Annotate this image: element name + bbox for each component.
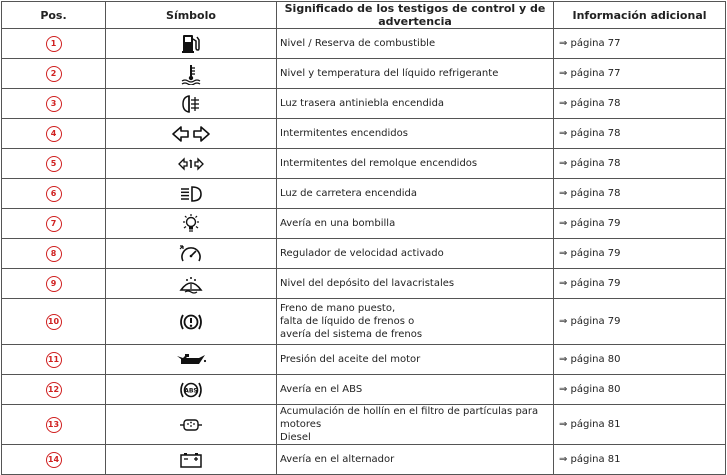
meaning-line: Freno de mano puesto, — [280, 303, 396, 314]
meaning-cell: Nivel / Reserva de combustible — [277, 29, 554, 59]
abs-icon-label: ABS — [184, 387, 198, 394]
table-row — [2, 89, 726, 119]
particulate-filter-icon — [179, 418, 203, 432]
meaning-line: falta de líquido de frenos o — [280, 316, 415, 327]
table-row — [2, 29, 726, 59]
position-number: 6 — [46, 186, 62, 202]
alternator-icon — [179, 451, 203, 469]
meaning-cell: Presión del aceite del motor — [277, 345, 554, 375]
header-info: Información adicional — [554, 2, 726, 29]
table-row — [2, 209, 726, 239]
rear-fog-light-icon — [180, 93, 202, 115]
table-row — [2, 445, 726, 475]
table-row — [2, 405, 726, 445]
meaning-cell: Intermitentes del remolque encendidos — [277, 149, 554, 179]
position-number: 11 — [46, 352, 62, 368]
position-number: 10 — [46, 314, 62, 330]
position-number: 13 — [46, 417, 62, 433]
header-pos: Pos. — [2, 2, 106, 29]
warning-lights-table — [1, 1, 726, 475]
table-row — [2, 149, 726, 179]
position-number: 2 — [46, 66, 62, 82]
info-cell: ⇒ página 79 — [554, 269, 726, 299]
position-number: 1 — [46, 36, 62, 52]
meaning-cell — [277, 405, 554, 445]
table-row — [2, 299, 726, 345]
meaning-cell: Avería en el ABS — [277, 375, 554, 405]
table-row — [2, 345, 726, 375]
info-cell: ⇒ página 81 — [554, 405, 726, 445]
coolant-temperature-icon — [180, 63, 202, 85]
info-cell: ⇒ página 78 — [554, 149, 726, 179]
meaning-line: Diesel — [280, 432, 311, 443]
position-number: 12 — [46, 382, 62, 398]
meaning-cell: Intermitentes encendidos — [277, 119, 554, 149]
trailer-turn-signals-icon — [178, 157, 204, 171]
meaning-cell: Avería en una bombilla — [277, 209, 554, 239]
meaning-cell: Nivel y temperatura del líquido refrigerante — [277, 59, 554, 89]
meaning-cell — [277, 299, 554, 345]
abs-icon — [178, 379, 204, 401]
high-beam-icon — [178, 185, 204, 203]
position-number: 9 — [46, 276, 62, 292]
meaning-cell: Luz trasera antiniebla encendida — [277, 89, 554, 119]
header-symbol: Símbolo — [106, 2, 277, 29]
table-row — [2, 375, 726, 405]
info-cell: ⇒ página 81 — [554, 445, 726, 475]
washer-fluid-icon — [178, 273, 204, 295]
info-cell: ⇒ página 80 — [554, 345, 726, 375]
table-row — [2, 239, 726, 269]
info-cell: ⇒ página 78 — [554, 179, 726, 209]
position-number: 4 — [46, 126, 62, 142]
header-meaning: Significado de los testigos de control y de advertencia — [277, 2, 554, 29]
position-number: 7 — [46, 216, 62, 232]
table-header-row — [2, 2, 726, 29]
table-row — [2, 59, 726, 89]
bulb-failure-icon — [180, 213, 202, 235]
table-row — [2, 179, 726, 209]
turn-signals-icon — [171, 124, 211, 144]
info-cell: ⇒ página 77 — [554, 29, 726, 59]
meaning-cell: Nivel del depósito del lavacristales — [277, 269, 554, 299]
info-cell: ⇒ página 79 — [554, 239, 726, 269]
table-row — [2, 269, 726, 299]
cruise-control-icon — [178, 243, 204, 265]
info-cell: ⇒ página 79 — [554, 299, 726, 345]
meaning-line: avería del sistema de frenos — [280, 329, 423, 340]
position-number: 8 — [46, 246, 62, 262]
position-number: 5 — [46, 156, 62, 172]
info-cell: ⇒ página 78 — [554, 89, 726, 119]
info-cell: ⇒ página 80 — [554, 375, 726, 405]
meaning-cell: Luz de carretera encendida — [277, 179, 554, 209]
table-row — [2, 119, 726, 149]
meaning-cell: Regulador de velocidad activado — [277, 239, 554, 269]
position-number: 3 — [46, 96, 62, 112]
position-number: 14 — [46, 452, 62, 468]
info-cell: ⇒ página 79 — [554, 209, 726, 239]
brake-warning-icon — [178, 311, 204, 333]
meaning-cell: Avería en el alternador — [277, 445, 554, 475]
info-cell: ⇒ página 78 — [554, 119, 726, 149]
info-cell: ⇒ página 77 — [554, 59, 726, 89]
meaning-line: Acumulación de hollín en el filtro de partículas para motores — [280, 406, 539, 430]
fuel-pump-icon — [180, 33, 202, 55]
oil-pressure-icon — [175, 352, 207, 368]
